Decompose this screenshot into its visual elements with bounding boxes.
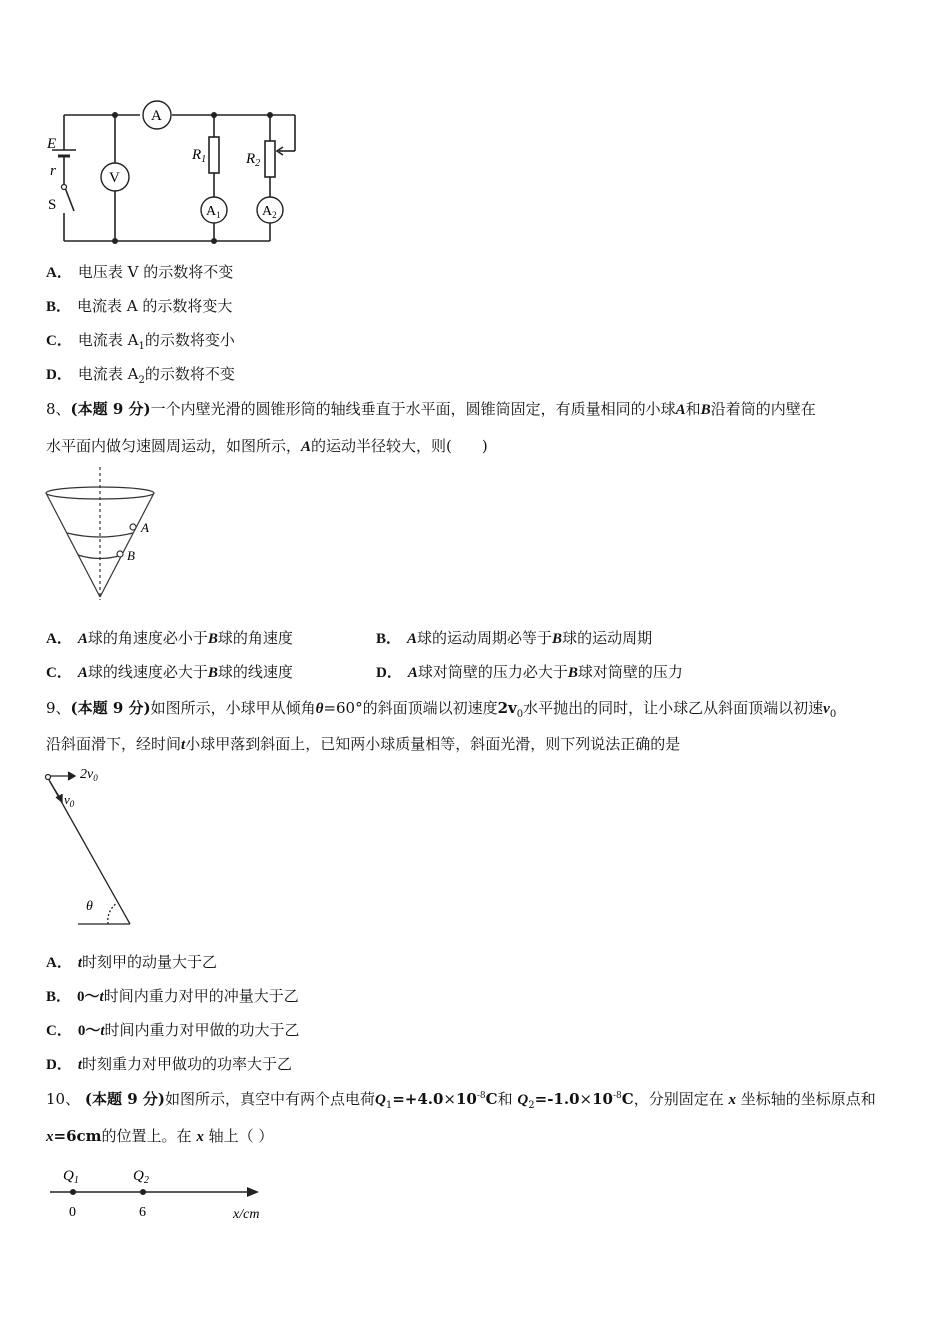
label-S: S [48,197,57,213]
option-text: 时刻重力对甲做功的功率大于乙 [82,1055,293,1073]
label-r: r [50,163,56,179]
cone-diagram [40,465,170,605]
value-Q1: =+4.0 [392,1090,444,1108]
svg-text:2v0 [80,767,98,783]
option-text: 0～ [77,1023,101,1039]
fig-label-2v0: 2v [80,767,94,782]
fig-label-Q1: Q [63,1168,74,1184]
circuit-diagram [40,95,310,250]
stem-text: 的位置上。在 [101,1127,192,1145]
fig-label-A: A [141,520,149,535]
fig-label-theta: θ [86,899,93,914]
q8-stem-line1 [46,398,816,419]
var-t: t [181,737,186,753]
option-text: 时刻甲的动量大于乙 [82,953,218,971]
stem-text: 水平抛出的同时，让小球乙从斜面顶端以初速 [523,699,824,717]
var-B: B [207,631,218,647]
label-E: E [47,136,57,152]
q7-option-b[interactable] [46,295,232,316]
option-subscript: 1 [138,341,145,352]
q7-option-c[interactable] [46,329,235,352]
fig-label-2v0-sub: 0 [93,773,98,783]
label-R2-sub: 2 [255,158,261,169]
label-R1: R [192,147,202,163]
label-A: A [151,108,162,124]
var-A: A [301,439,312,455]
option-letter: C． [46,665,72,681]
question-number: 8、 [46,400,71,418]
label-A2: A [262,204,273,219]
q9-option-b[interactable] [46,985,299,1006]
exponent: -8 [612,1091,622,1101]
fig-label-Q2-sub: 2 [143,1175,149,1186]
label-A2-sub: 2 [272,210,277,220]
subscript: 0 [516,709,524,720]
option-text: 0～ [77,989,100,1005]
stem-text: 水平面内做匀速圆周运动，如图所示， [46,437,302,455]
svg-text:Q2 [133,1168,149,1186]
var-A: A [407,665,418,681]
var-t: t [99,989,104,1005]
option-letter: B． [46,989,72,1005]
fig-label-v0-sub: 0 [69,799,75,809]
option-text: 时间内重力对甲的冲量大于乙 [103,987,299,1005]
subscript: 2 [528,1100,535,1111]
q9-option-a[interactable] [46,951,217,972]
var-x: x [46,1129,54,1145]
exponent: -8 [476,1091,486,1101]
value-Q2: =-1.0 [534,1090,580,1108]
q9-option-c[interactable] [46,1019,300,1040]
q10-stem-line2 [46,1125,273,1146]
var-A: A [77,631,88,647]
label-A1-sub: 1 [216,210,221,220]
stem-text: 坐标轴的坐标原点和 [740,1090,876,1108]
times-sign: × [443,1090,456,1108]
option-text: 球的角速度必小于 [87,629,208,647]
option-text: 电压表 V 的示数将不变 [77,263,234,281]
var-2v0: 2v [497,699,517,717]
var-x: x [196,1129,204,1145]
stem-text: 沿斜面滑下，经时间 [46,735,182,753]
option-text: 球的运动周期 [562,629,653,647]
stem-text: 沿着筒的内壁在 [710,400,816,418]
option-letter: C． [46,1023,72,1039]
option-letter: C． [46,333,72,349]
question-score: (本题 9 分) [70,400,151,418]
svg-text:R2 [245,151,260,169]
var-B: B [552,631,563,647]
stem-text: 一个内壁光滑的圆锥形筒的轴线垂直于水平面，圆锥筒固定，有质量相同的小球 [150,400,676,418]
option-letter: B． [46,299,72,315]
stem-text: =60°的斜面顶端以初速度 [323,699,498,717]
label-V: V [109,170,120,186]
fig-label-v0: v [64,792,70,807]
stem-text: 小球甲落到斜面上，已知两小球质量相等，斜面光滑，则下列说法正确的是 [185,735,681,753]
option-letter: A． [46,955,72,971]
unit-C: C [621,1090,634,1108]
fig-label-Q2: Q [133,1168,144,1184]
value-x: =6cm [53,1127,102,1145]
var-theta: θ [315,701,324,717]
ten: 10 [456,1090,477,1108]
var-A: A [407,631,418,647]
subscript: 1 [385,1100,393,1111]
option-letter: D． [46,367,72,383]
var-A: A [675,402,686,418]
option-text: 球的角速度 [217,629,293,647]
tick-label-6: 6 [139,1205,146,1220]
var-t: t [77,1057,83,1073]
option-text: 的示数将变小 [144,331,235,349]
var-B: B [567,665,578,681]
label-R2: R [246,151,256,167]
times-sign: × [579,1090,593,1108]
axis-label: x/cm [233,1207,260,1222]
incline-diagram [40,760,150,930]
option-text: 球的运动周期必等于 [417,629,553,647]
option-text: 电流表 A 的示数将变大 [77,297,233,315]
option-text: 球的线速度必大于 [87,663,208,681]
option-letter: D． [376,665,402,681]
q9-stem-line1 [46,697,836,720]
var-B: B [700,402,711,418]
option-letter: D． [46,1057,72,1073]
q7-option-d[interactable] [46,363,235,386]
var-x: x [728,1092,736,1108]
var-Q2: Q [517,1092,529,1108]
option-text: 球对筒壁的压力 [577,663,683,681]
q9-option-d[interactable] [46,1053,292,1074]
option-text: 时间内重力对甲做的功大于乙 [104,1021,300,1039]
option-text: 球的线速度 [217,663,293,681]
question-score: (本题 9 分) [84,1090,165,1108]
var-B: B [207,665,218,681]
svg-text:v0 [64,792,75,809]
axis-diagram [45,1160,285,1230]
option-letter: A． [46,265,72,281]
option-subscript: 2 [138,375,145,386]
var-t: t [100,1023,105,1039]
stem-text: 轴上（ ） [208,1127,274,1145]
unit-C: C [485,1090,498,1108]
fig-label-B: B [127,548,135,563]
question-score: (本题 9 分) [70,699,151,717]
option-text: 的示数将不变 [144,365,235,383]
fig-label-Q1-sub: 1 [73,1175,79,1186]
label-R1-sub: 1 [201,154,207,165]
stem-text: 如图所示，小球甲从倾角 [150,699,316,717]
option-text: 电流表 A [77,331,139,349]
tick-label-0: 0 [69,1205,76,1220]
q8-stem-line2 [46,435,488,456]
var-Q1: Q [374,1092,386,1108]
var-t: t [77,955,83,971]
question-number: 9、 [46,699,71,717]
stem-text: 和 [685,400,701,418]
ten: 10 [592,1090,613,1108]
stem-text: 的运动半径较大，则( ) [311,437,488,455]
question-number: 10、 [46,1090,81,1108]
q9-stem-line2 [46,733,680,754]
stem-text: ，分别固定在 [633,1090,724,1108]
q8-option-c[interactable] [46,661,293,682]
q8-option-d[interactable] [376,661,683,682]
option-text: 电流表 A [77,365,139,383]
option-text: 球对筒壁的压力必大于 [417,663,568,681]
stem-text: 和 [497,1090,513,1108]
stem-text: 如图所示，真空中有两个点电荷 [164,1090,375,1108]
subscript: 0 [829,709,837,720]
q8-option-b[interactable] [376,627,652,648]
option-letter: A． [46,631,72,647]
var-v0: v [823,701,830,717]
svg-text:Q1 [63,1168,79,1186]
q8-option-a[interactable] [46,627,293,648]
q7-option-a[interactable] [46,261,233,282]
svg-text:R1 [191,147,206,165]
option-letter: B． [376,631,402,647]
label-A1: A [206,204,217,219]
q10-stem-line1 [46,1088,876,1111]
var-A: A [77,665,88,681]
